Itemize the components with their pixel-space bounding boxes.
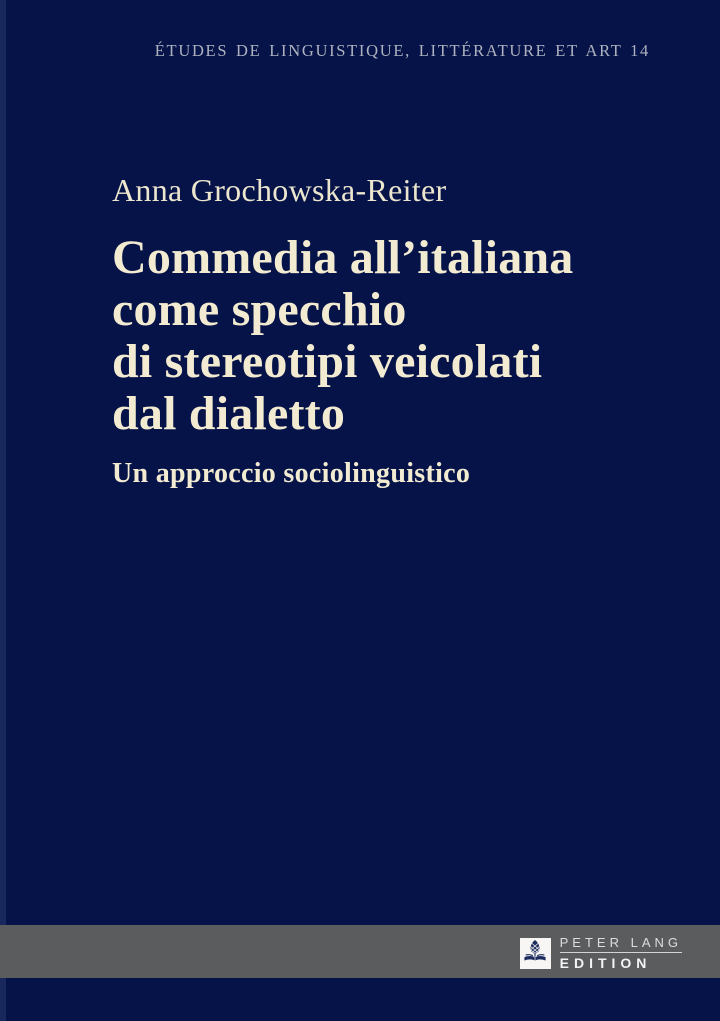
author-name: Anna Grochowska-Reiter bbox=[112, 172, 447, 208]
book-subtitle: Un approccio sociolinguistico bbox=[112, 458, 471, 489]
publisher-logo-text bbox=[560, 936, 682, 970]
book-title bbox=[112, 232, 574, 440]
publisher-logo bbox=[520, 936, 682, 970]
peter-lang-pinecone-book-icon bbox=[522, 938, 548, 969]
series-title: ÉTUDES DE LINGUISTIQUE, LITTÉRATURE ET ART 14 bbox=[154, 41, 650, 60]
book-title-line-2: come specchio bbox=[112, 283, 407, 336]
publisher-name: PETER LANG bbox=[560, 936, 682, 953]
book-title-line-1: Commedia all’italiana bbox=[112, 231, 574, 284]
book-title-line-3: di stereotipi veicolati bbox=[112, 335, 543, 388]
publisher-logo-square bbox=[520, 938, 551, 969]
book-title-line-4: dal dialetto bbox=[112, 387, 346, 440]
publisher-imprint: EDITION bbox=[559, 955, 652, 971]
